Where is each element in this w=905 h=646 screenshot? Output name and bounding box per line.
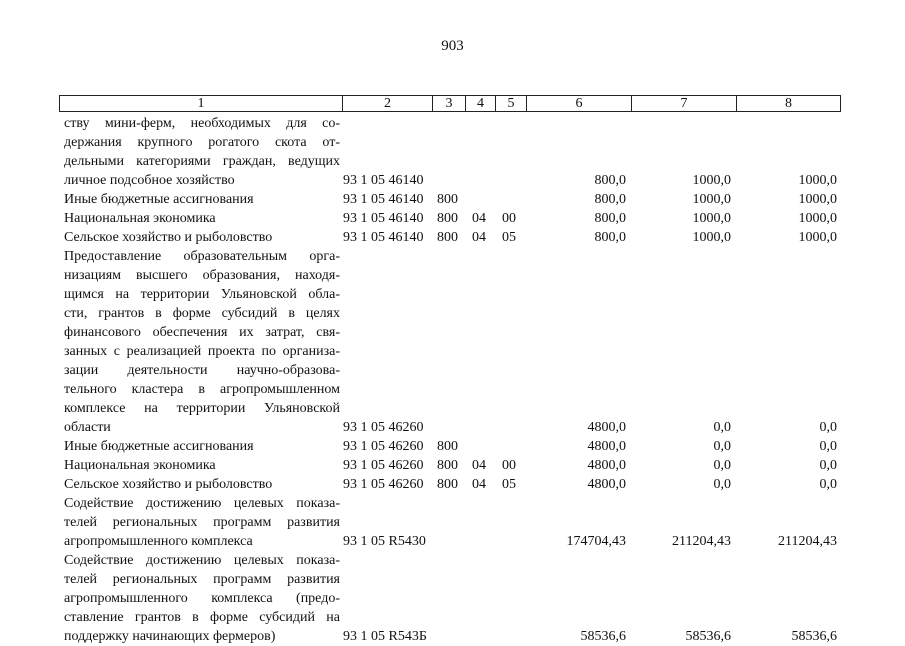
row-value-col6: 800,0 <box>594 211 626 226</box>
row-code: 93 1 05 46260 <box>343 420 424 435</box>
description-line: Сельское хозяйство и рыболовство <box>64 477 273 492</box>
table-row <box>0 551 905 646</box>
row-value-col7: 0,0 <box>713 458 731 473</box>
row-value-col8: 211204,43 <box>778 534 837 549</box>
row-value-col8: 1000,0 <box>798 211 837 226</box>
row-value-col7: 211204,43 <box>672 534 731 549</box>
row-value-col6: 4800,0 <box>587 477 626 492</box>
row-value-col8: 0,0 <box>819 477 837 492</box>
table-row <box>0 190 905 209</box>
row-subsection: 00 <box>502 458 516 473</box>
row-expense-type: 800 <box>437 477 458 492</box>
table-row <box>0 456 905 475</box>
row-value-col8: 1000,0 <box>798 173 837 188</box>
row-description <box>64 494 340 551</box>
row-subsection: 05 <box>502 477 516 492</box>
description-line: тельного кластера в агропромышленном <box>64 382 340 397</box>
table-row <box>0 475 905 494</box>
row-value-col6: 800,0 <box>594 230 626 245</box>
description-line: агропромышленного комплекса (предо- <box>64 591 340 606</box>
description-line: сти, грантов в форме субсидий в целях <box>64 306 340 321</box>
row-section: 04 <box>472 477 486 492</box>
description-line: зации деятельности научно-образова- <box>64 363 340 378</box>
description-line: телей региональных программ развития <box>64 572 340 587</box>
header-col-8: 8 <box>785 96 792 111</box>
row-description <box>64 551 340 646</box>
row-value-col6: 800,0 <box>594 173 626 188</box>
description-line: Содействие достижению целевых показа- <box>64 553 340 568</box>
description-line: области <box>64 420 111 435</box>
description-line: личное подсобное хозяйство <box>64 173 235 188</box>
row-value-col8: 0,0 <box>819 439 837 454</box>
row-value-col7: 1000,0 <box>692 230 731 245</box>
header-col-1: 1 <box>60 96 343 111</box>
row-code: 93 1 05 46140 <box>343 211 424 226</box>
row-expense-type: 800 <box>437 230 458 245</box>
row-code: 93 1 05 R5430 <box>343 534 426 549</box>
row-value-col7: 0,0 <box>713 477 731 492</box>
row-expense-type: 800 <box>437 439 458 454</box>
row-description <box>64 209 340 228</box>
row-value-col8: 0,0 <box>819 458 837 473</box>
row-value-col6: 58536,6 <box>580 629 626 644</box>
row-value-col7: 58536,6 <box>685 629 731 644</box>
page-number: 903 <box>441 38 464 54</box>
row-code: 93 1 05 46260 <box>343 477 424 492</box>
row-subsection: 00 <box>502 211 516 226</box>
description-line: комплексе на территории Ульяновской <box>64 401 340 416</box>
row-section: 04 <box>472 230 486 245</box>
row-description <box>64 456 340 475</box>
description-line: Предоставление образовательным орга- <box>64 249 340 264</box>
row-code: 93 1 05 46260 <box>343 439 424 454</box>
row-code: 93 1 05 46140 <box>343 230 424 245</box>
row-value-col6: 4800,0 <box>587 439 626 454</box>
header-col-4: 4 <box>466 96 496 111</box>
table-header <box>59 95 841 112</box>
description-line: держания крупного рогатого скота от- <box>64 135 340 150</box>
row-subsection: 05 <box>502 230 516 245</box>
description-line: ставление грантов в форме субсидий на <box>64 610 340 625</box>
row-expense-type: 800 <box>437 211 458 226</box>
table-row <box>0 114 905 190</box>
row-value-col6: 4800,0 <box>587 420 626 435</box>
description-line: поддержку начинающих фермеров) <box>64 629 276 644</box>
header-col-6: 6 <box>527 96 632 111</box>
row-description <box>64 228 340 247</box>
row-section: 04 <box>472 211 486 226</box>
row-value-col8: 58536,6 <box>791 629 837 644</box>
description-line: Сельское хозяйство и рыболовство <box>64 230 273 245</box>
description-line: финансового обеспечения их затрат, свя- <box>64 325 340 340</box>
row-value-col7: 0,0 <box>713 439 731 454</box>
description-line: Национальная экономика <box>64 458 216 473</box>
row-expense-type: 800 <box>437 458 458 473</box>
description-line: агропромышленного комплекса <box>64 534 253 549</box>
description-line: Иные бюджетные ассигнования <box>64 192 254 207</box>
row-value-col7: 1000,0 <box>692 173 731 188</box>
table-body <box>0 114 905 646</box>
row-value-col7: 0,0 <box>713 420 731 435</box>
row-value-col8: 1000,0 <box>798 192 837 207</box>
description-line: ству мини-ферм, необходимых для со- <box>64 116 340 131</box>
row-value-col6: 800,0 <box>594 192 626 207</box>
table-row <box>0 228 905 247</box>
table-row <box>0 209 905 228</box>
description-line: телей региональных программ развития <box>64 515 340 530</box>
row-value-col6: 174704,43 <box>566 534 626 549</box>
row-expense-type: 800 <box>437 192 458 207</box>
row-value-col7: 1000,0 <box>692 192 731 207</box>
description-line: низациям высшего образования, находя- <box>64 268 340 283</box>
header-col-7: 7 <box>632 96 737 111</box>
description-line: Иные бюджетные ассигнования <box>64 439 254 454</box>
table-row <box>0 247 905 437</box>
description-line: занных с реализацией проекта по организа- <box>64 344 340 359</box>
header-col-5: 5 <box>496 96 527 111</box>
header-col-3: 3 <box>433 96 466 111</box>
row-value-col8: 0,0 <box>819 420 837 435</box>
row-description <box>64 437 340 456</box>
row-code: 93 1 05 46140 <box>343 192 424 207</box>
row-code: 93 1 05 46260 <box>343 458 424 473</box>
description-line: Национальная экономика <box>64 211 216 226</box>
row-description <box>64 190 340 209</box>
row-value-col6: 4800,0 <box>587 458 626 473</box>
row-code: 93 1 05 46140 <box>343 173 424 188</box>
row-value-col7: 1000,0 <box>692 211 731 226</box>
row-description <box>64 114 340 190</box>
table-row <box>0 494 905 551</box>
header-col-2: 2 <box>343 96 433 111</box>
description-line: дельными категориями граждан, ведущих <box>64 154 340 169</box>
description-line: щимся на территории Ульяновской обла- <box>64 287 340 302</box>
row-description <box>64 247 340 437</box>
table-row <box>0 437 905 456</box>
row-code: 93 1 05 R543Б <box>343 629 427 644</box>
row-description <box>64 475 340 494</box>
row-value-col8: 1000,0 <box>798 230 837 245</box>
row-section: 04 <box>472 458 486 473</box>
description-line: Содействие достижению целевых показа- <box>64 496 340 511</box>
